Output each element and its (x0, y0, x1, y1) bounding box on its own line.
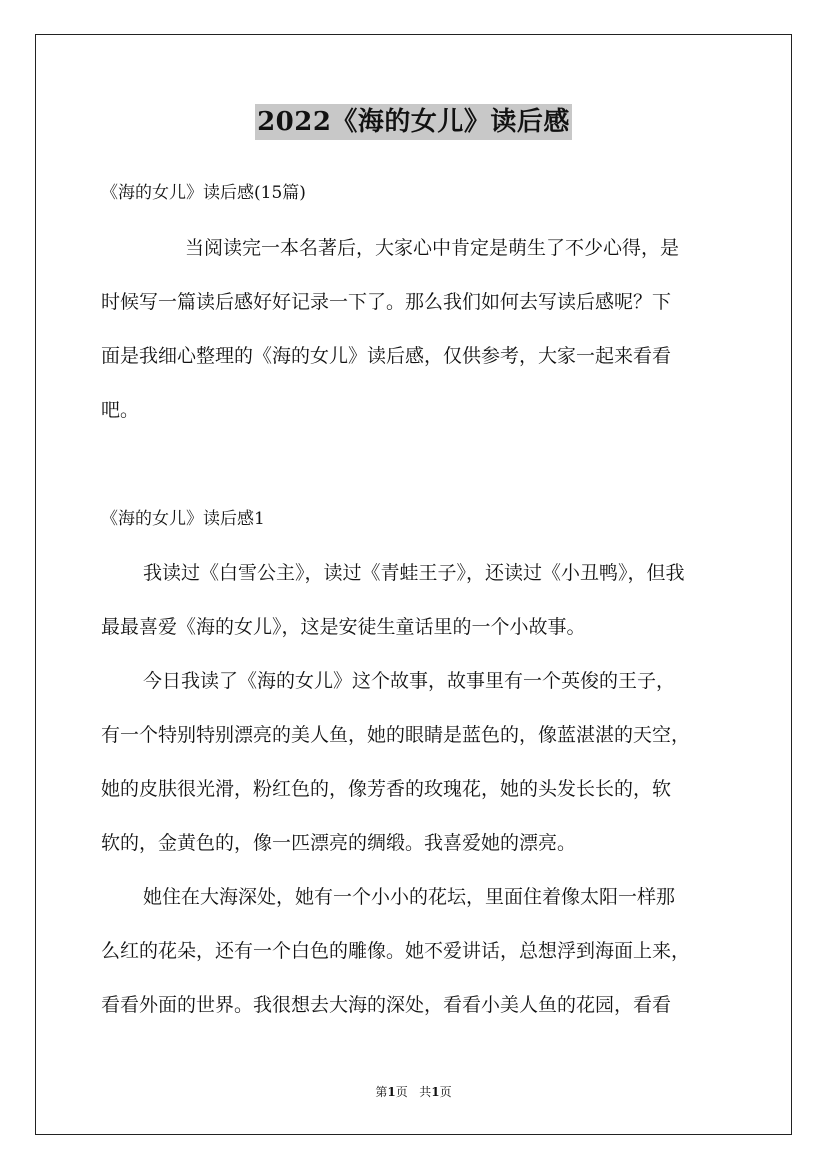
para1-line-2: 最最喜爱《海的女儿》，这是安徒生童话里的一个小故事。 (101, 616, 586, 638)
intro-line-4: 吧。 (101, 399, 140, 421)
footer-total-label-1: 共 (419, 1085, 432, 1099)
section-heading-1: 《海的女儿》读后感1 (101, 509, 265, 529)
para2-line-3: 她的皮肤很光滑，粉红色的，像芳香的玫瑰花，她的头发长长的，软 (101, 778, 672, 800)
document-subtitle: 《海的女儿》读后感(15篇) (101, 183, 306, 203)
footer-total-label-2: 页 (439, 1085, 452, 1099)
para3-line-1: 她住在大海深处，她有一个小小的花坛，里面住着像太阳一样那 (143, 886, 676, 908)
para2-line-1: 今日我读了《海的女儿》这个故事，故事里有一个英俊的王子， (143, 670, 676, 692)
intro-line-2: 时候写一篇读后感好好记录一下了。那么我们如何去写读后感呢？下 (101, 291, 672, 313)
document-title: 2022《海的女儿》读后感 (255, 104, 572, 140)
para2-line-2: 有一个特别特别漂亮的美人鱼，她的眼睛是蓝色的，像蓝湛湛的天空， (101, 724, 691, 746)
para3-line-2: 么红的花朵，还有一个白色的雕像。她不爱讲话，总想浮到海面上来， (101, 940, 691, 962)
footer-total-number: 1 (431, 1085, 440, 1099)
footer-page-label-2: 页 (395, 1085, 408, 1099)
para1-line-1: 我读过《白雪公主》，读过《青蛙王子》，还读过《小丑鸭》，但我 (143, 562, 685, 584)
page-footer (0, 1084, 827, 1100)
intro-line-3: 面是我细心整理的《海的女儿》读后感，仅供参考，大家一起来看看 (101, 345, 672, 367)
intro-line-1: 当阅读完一本名著后，大家心中肯定是萌生了不少心得，是 (185, 237, 680, 259)
footer-page-label-1: 第 (375, 1085, 388, 1099)
title-container (0, 104, 827, 140)
para3-line-3: 看看外面的世界。我很想去大海的深处，看看小美人鱼的花园，看看 (101, 994, 672, 1016)
para2-line-4: 软的，金黄色的，像一匹漂亮的绸缎。我喜爱她的漂亮。 (101, 832, 577, 854)
footer-page-number: 1 (387, 1085, 396, 1099)
